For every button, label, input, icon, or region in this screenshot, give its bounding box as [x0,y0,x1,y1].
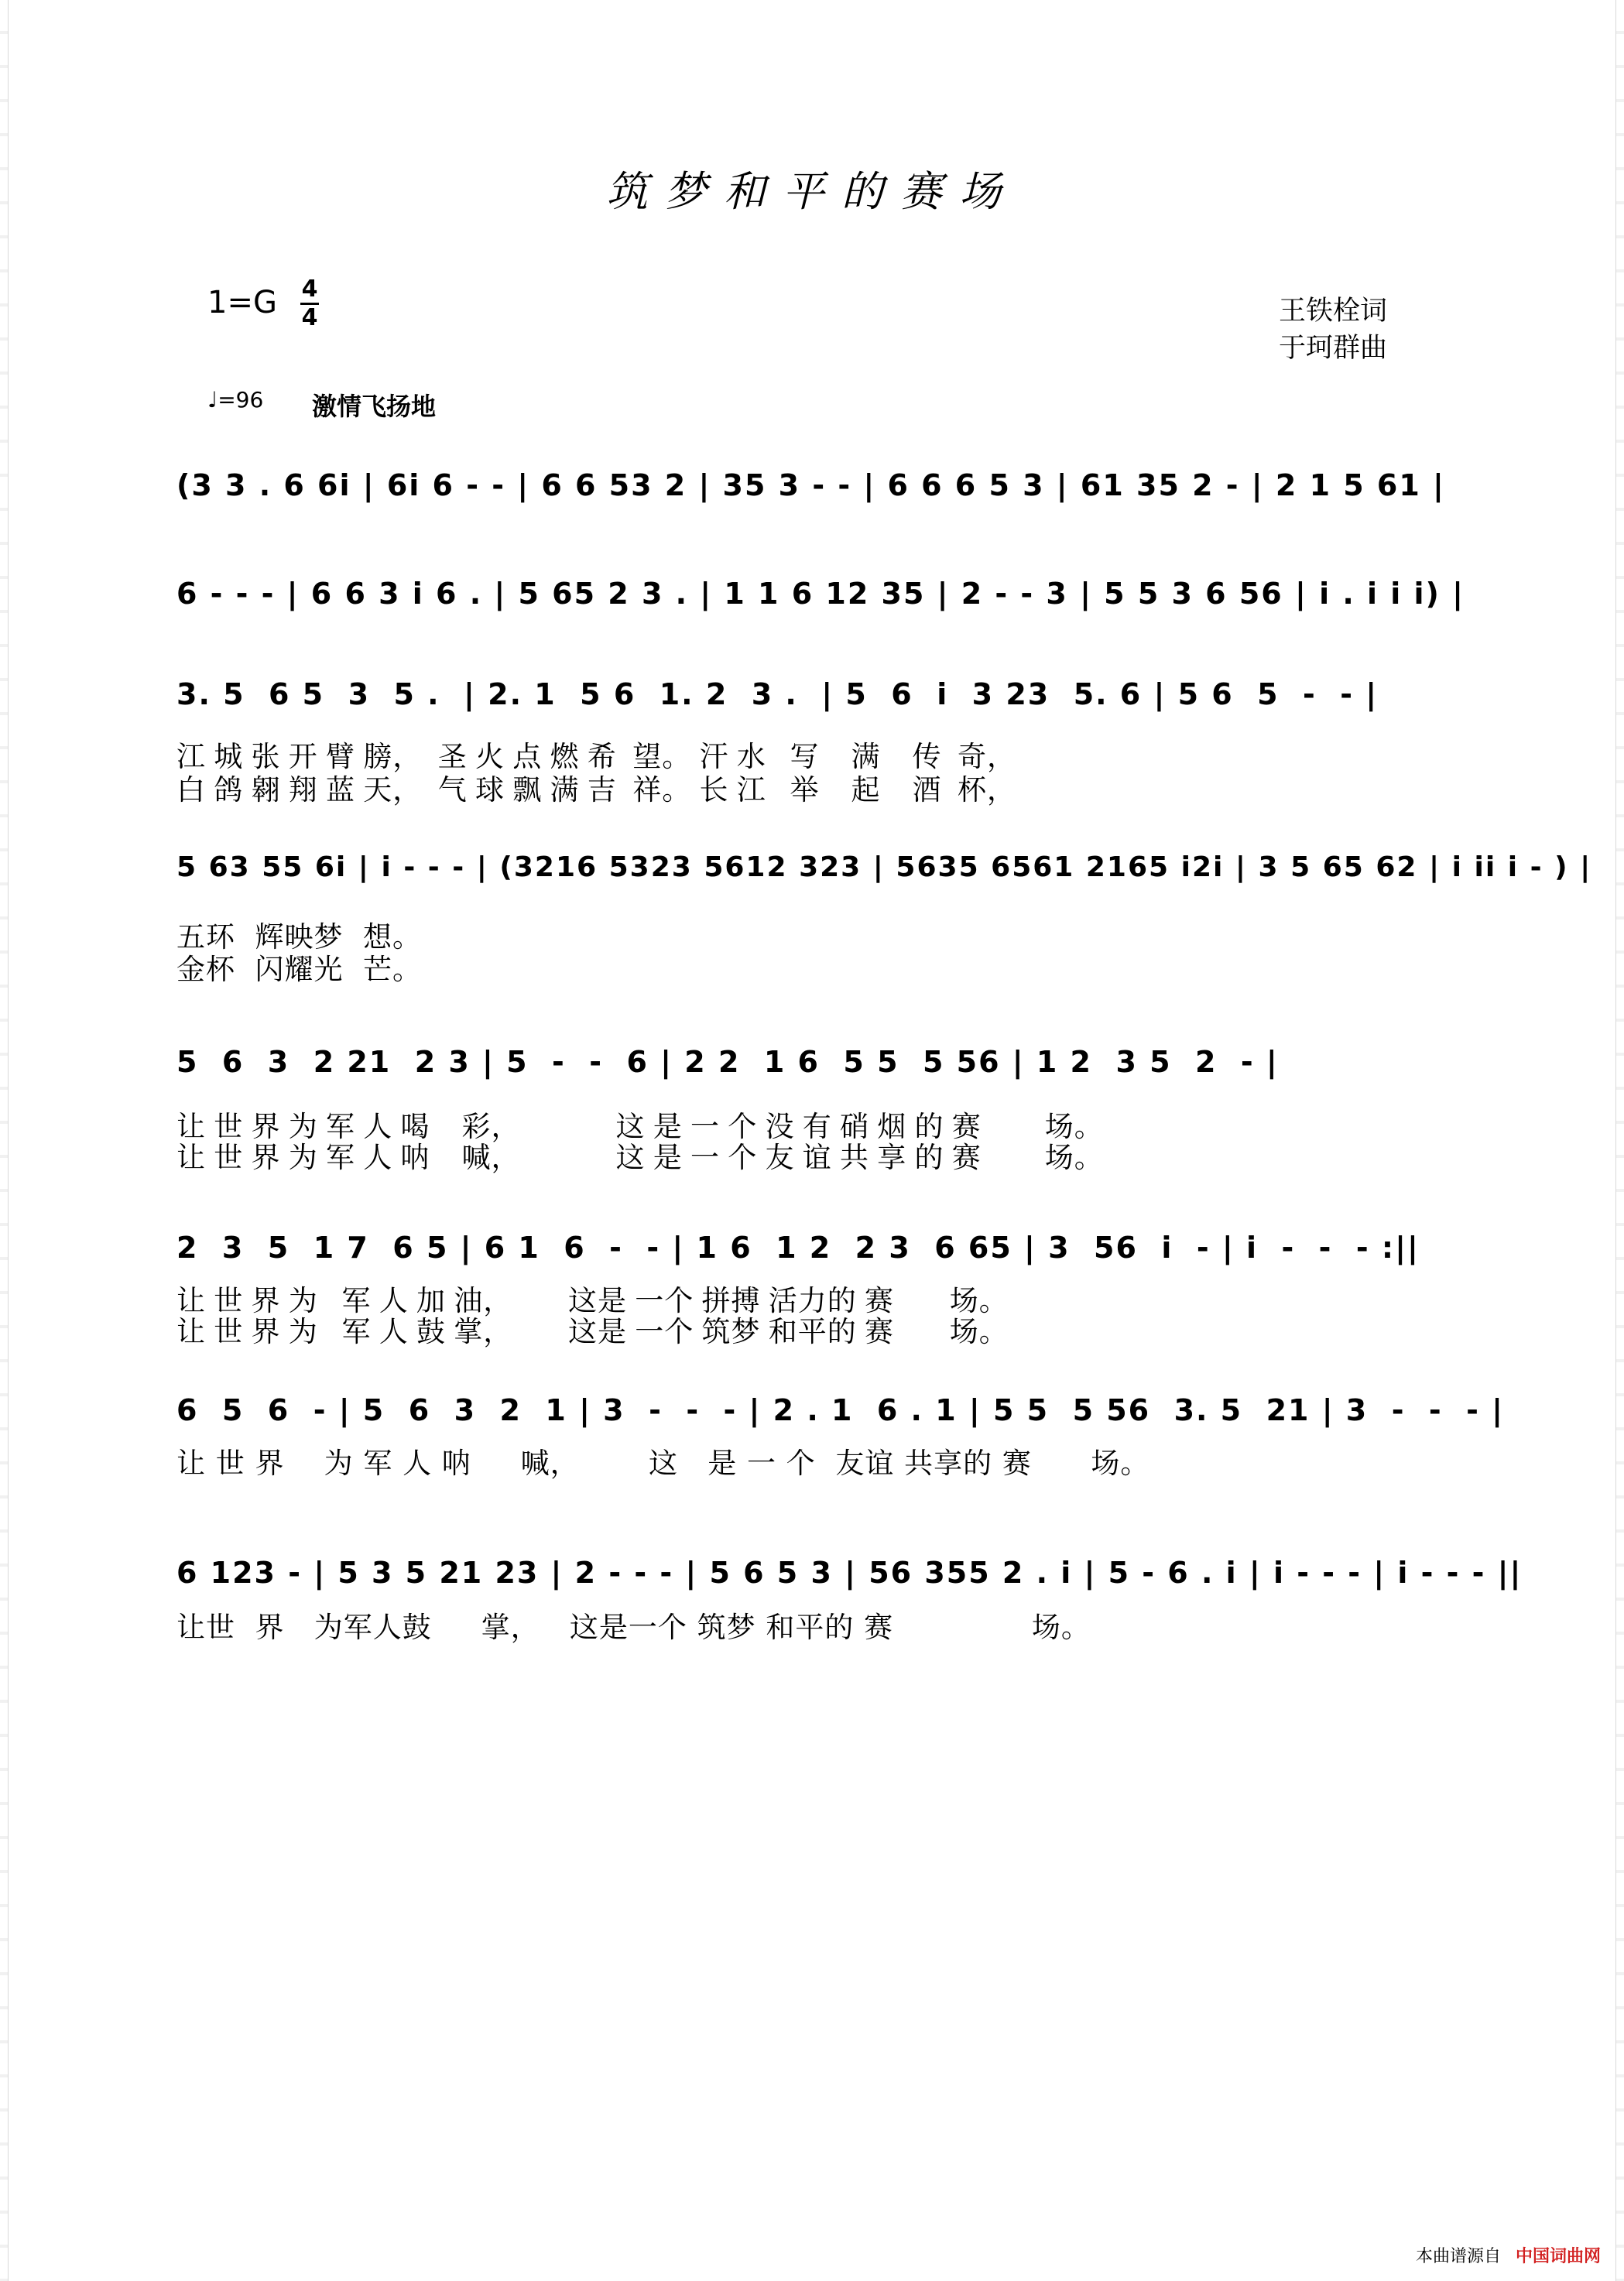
lyric-line: 让 世 界 为 军 人 喝 彩， 这 是 一 个 没 有 硝 烟 的 赛 场。 [176,1111,1104,1143]
lyric-line: 让 世 界 为 军 人 呐 喊， 这 是 一 个 友 谊 共 享 的 赛 场。 [176,1142,1104,1174]
site-brand[interactable]: 中国词曲网 [1515,2247,1601,2266]
score-system [176,569,1465,623]
notation-line: 6 123 - | 5 3 5 21 23 | 2 - - - | 5 6 5 3 | 56 355 2 . i | 5 - 6 . i | i - - - | i - - - || [176,1556,1523,1590]
notation-line: 5 6 3 2 21 2 3 | 5 - - 6 | 2 2 1 6 5 5 5 56 | 1 2 3 5 2 - | [176,1045,1279,1079]
notation-line: 6 - - - | 6 6 3 i 6 . | 5 65 2 3 . | 1 1 6 12 35 | 2 - - 3 | 5 5 3 6 56 | i . i i i) | [176,577,1465,611]
score-system [176,1556,1523,1649]
notation-line: (3 3 . 6 6i | 6i 6 - - | 6 6 53 2 | 35 3 - - | 6 6 6 5 3 | 61 35 2 - | 2 1 5 61 | [176,468,1445,502]
expression-marking: 激情飞扬地 [312,392,437,421]
page-title: 筑梦和平的赛场 [606,167,1018,216]
lyricist-credit: 王铁栓词 [1279,296,1388,326]
lyric-line: 让世 界 为军人鼓 掌， 这是一个 筑梦 和平的 赛 场。 [176,1611,1091,1644]
notation-line: 6 5 6 - | 5 6 3 2 1 | 3 - - - | 2 . 1 6 . 1 | 5 5 5 56 3. 5 21 | 3 - - - | [176,1393,1505,1427]
score-system [176,677,1461,809]
lyric-line: 白 鸽 翱 翔 蓝 天， 气 球 飘 满 吉 祥。 长 江 举 起 酒 杯， [176,775,1016,807]
score-system [176,1045,1461,1176]
lyric-line: 让 世 界 为 军 人 加 油， 这是 一个 拼搏 活力的 赛 场。 [176,1286,1009,1317]
lyric-line: 五环 辉映梦 想。 [176,920,423,954]
score-system [176,1393,1505,1486]
score-system [176,851,1592,991]
time-signature [296,277,323,331]
composer-credit: 于珂群曲 [1279,333,1388,363]
left-margin-strip [0,0,9,2281]
lyric-line: 江 城 张 开 臂 膀， 圣 火 点 燃 希 望。 汗 水 写 满 传 奇， [176,741,1016,773]
notation-line: 5 63 55 6i | i - - - | (3216 5323 5612 323 | 5635 6561 2165 i2i | 3 5 65 62 | i ii i - ) | [176,851,1592,883]
lyric-line: 让 世 界 为 军 人 呐 喊， 这 是 一 个 友谊 共享的 赛 场。 [176,1447,1150,1480]
right-margin-strip [1615,0,1624,2281]
key-signature: 1=G [207,285,277,320]
notation-line: 2 3 5 1 7 6 5 | 6 1 6 - - | 1 6 1 2 2 3 6 65 | 3 56 i - | i - - - :|| [176,1231,1420,1265]
credits [1279,293,1387,367]
lyric-line: 让 世 界 为 军 人 鼓 掌， 这是 一个 筑梦 和平的 赛 场。 [176,1317,1009,1348]
lyric-line: 金杯 闪耀光 芒。 [176,953,423,986]
source-label: 本曲谱源自 [1415,2247,1501,2266]
tempo-marking: ♩=96 [207,387,264,413]
notation-line: 3. 5 6 5 3 5 . | 2. 1 5 6 1. 2 3 . | 5 6 i 3 23 5. 6 | 5 6 5 - - | [176,677,1379,711]
score-system [176,461,1461,515]
score-system [176,1231,1461,1355]
time-signature-top: 4 [301,276,318,303]
source-footer [1416,2243,1601,2267]
time-signature-bottom: 4 [301,304,318,331]
